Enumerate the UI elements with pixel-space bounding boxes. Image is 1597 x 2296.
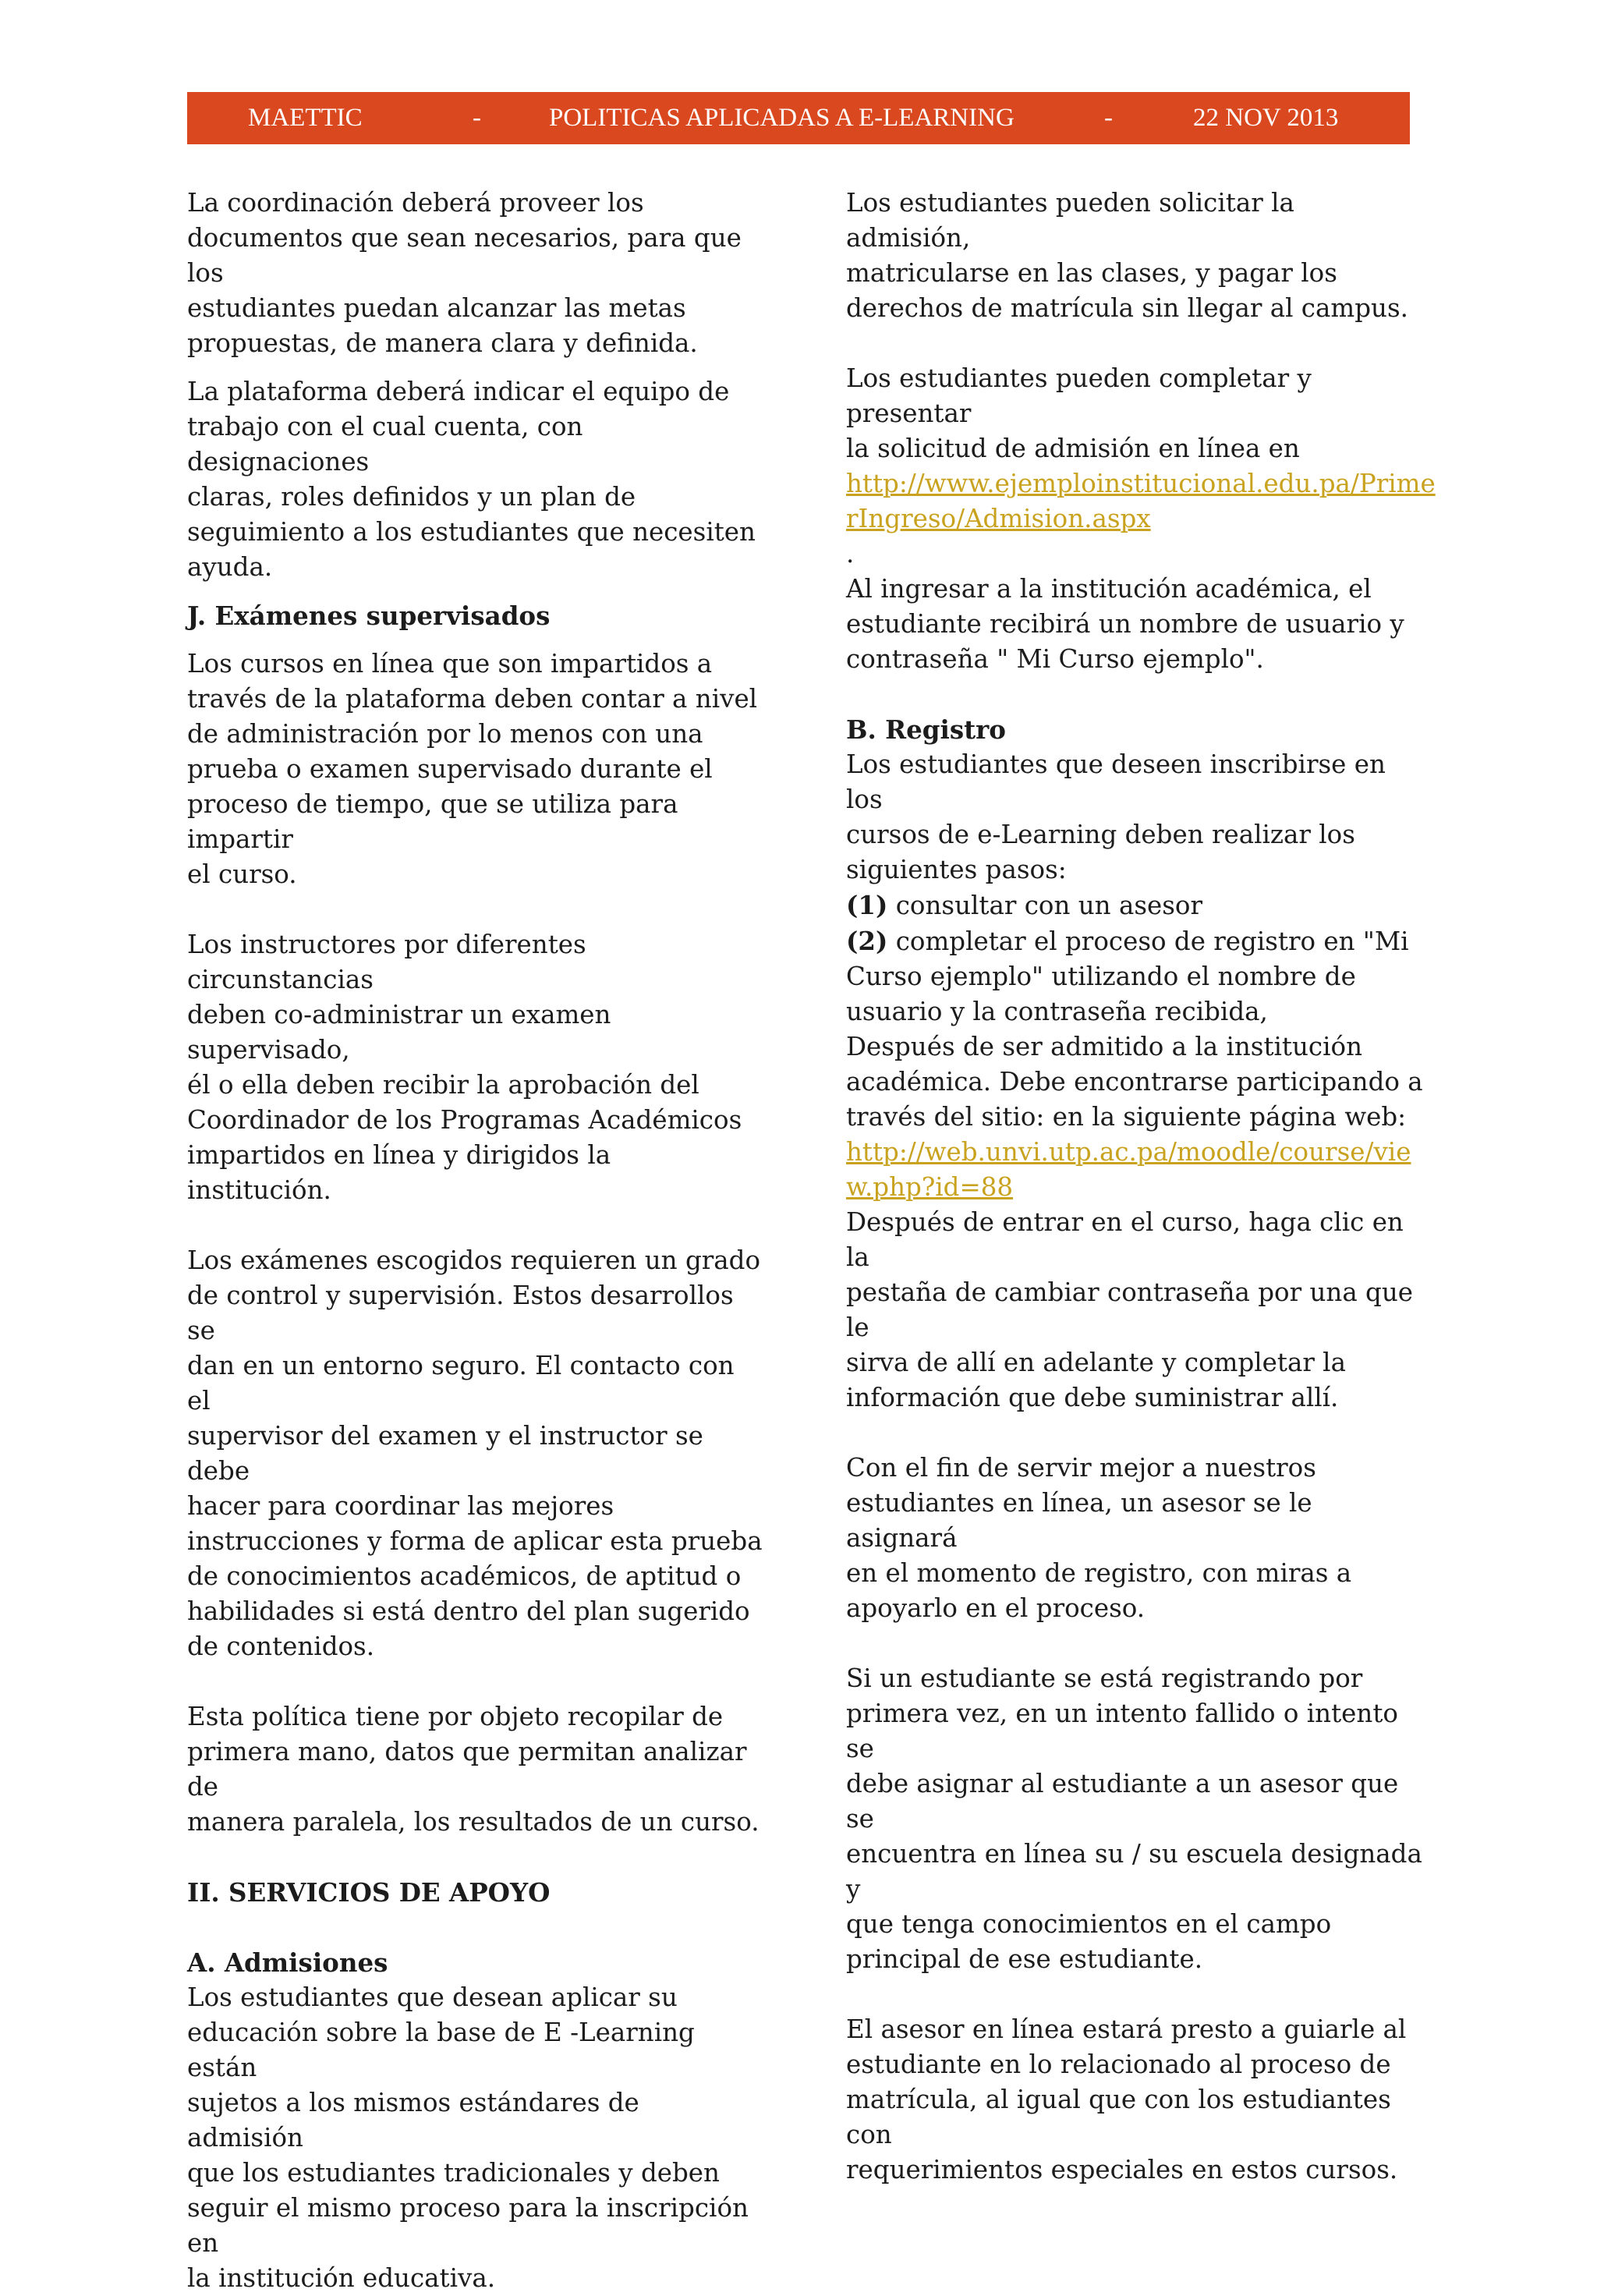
paragraph [187, 186, 763, 361]
section-heading-servicios: II. SERVICIOS DE APOYO [187, 1877, 551, 1908]
text-line: Los exámenes escogidos requieren un grado [187, 1245, 761, 1275]
text-line: prueba o examen supervisado durante el [187, 754, 713, 784]
header-title-left: MAETTIC [248, 104, 363, 132]
text-line: la institución educativa. [187, 2263, 496, 2293]
paragraph [187, 927, 763, 1208]
paragraph [846, 747, 1423, 888]
text-line: Después de ser admitido a la institución [846, 1032, 1362, 1061]
header-title-center: POLITICAS APLICADAS A E-LEARNING [549, 104, 1015, 132]
step-1 [846, 888, 1423, 923]
text-line: el curso. [187, 859, 297, 889]
admission-link[interactable] [846, 466, 1436, 537]
text-line: en el momento de registro, con miras a [846, 1558, 1352, 1588]
text-line: que los estudiantes tradicionales y deben [187, 2158, 720, 2188]
text-line: deben co-administrar un examen supervisado, [187, 1000, 611, 1065]
text-line: Al ingresar a la institución académica, el [846, 574, 1372, 604]
text-line: impartidos en línea y dirigidos la institución. [187, 1140, 611, 1205]
text-line: Después de entrar en el curso, haga clic en la [846, 1207, 1404, 1272]
text-line: sirva de allí en adelante y completar la [846, 1348, 1346, 1377]
course-link[interactable] [846, 1135, 1423, 1205]
paragraph [846, 2012, 1423, 2188]
text-line: través del sitio: en la siguiente página web: [846, 1102, 1407, 1132]
link-line[interactable]: http://www.ejemploinstitucional.edu.pa/Prime [846, 469, 1436, 498]
text-line: información que debe suministrar allí. [846, 1383, 1339, 1412]
left-column [187, 186, 763, 2296]
text-line: estudiante en lo relacionado al proceso de [846, 2050, 1391, 2079]
paragraph [846, 1205, 1423, 1416]
text-line: propuestas, de manera clara y definida. [187, 328, 698, 358]
text-line: apoyarlo en el proceso. [846, 1593, 1146, 1623]
paragraph [846, 1451, 1423, 1626]
paragraph [187, 374, 763, 585]
text-line: de administración por lo menos con una [187, 719, 703, 749]
text-line: manera paralela, los resultados de un curso. [187, 1807, 760, 1837]
text-line: hacer para coordinar las mejores [187, 1491, 614, 1521]
text-line: dan en un entorno seguro. El contacto con el [187, 1351, 735, 1416]
text-line: principal de ese estudiante. [846, 1944, 1203, 1974]
text-line: Los estudiantes pueden completar y presentar [846, 363, 1312, 428]
text-line: matrícula, al igual que con los estudiantes con [846, 2085, 1391, 2149]
paragraph [846, 361, 1423, 466]
header-separator: - [1104, 104, 1113, 132]
text-line: académica. Debe encontrarse participando a [846, 1067, 1423, 1097]
text-line: través de la plataforma deben contar a nivel [187, 684, 758, 714]
text-line: Los estudiantes pueden solicitar la admisión, [846, 188, 1294, 253]
text-line: Los cursos en línea que son impartidos a [187, 649, 713, 679]
text-line: requerimientos especiales en estos cursos. [846, 2155, 1398, 2184]
text-line: Los estudiantes que desean aplicar su [187, 1982, 678, 2012]
text-line: que tenga conocimientos en el campo [846, 1909, 1332, 1939]
text-line: ayuda. [187, 552, 273, 582]
section-heading-admisiones: A. Admisiones [187, 1947, 388, 1978]
page-header-bar [187, 92, 1410, 144]
text-line: de control y supervisión. Estos desarrollos se [187, 1281, 734, 1345]
period-line: . [846, 539, 855, 569]
text-line: Coordinador de los Programas Académicos [187, 1105, 742, 1135]
text-line: habilidades si está dentro del plan sugerido [187, 1596, 750, 1626]
step-number: (1) [846, 890, 888, 920]
text-line: El asesor en línea estará presto a guiarle al [846, 2014, 1407, 2044]
link-line[interactable]: http://web.unvi.utp.ac.pa/moodle/course/vie [846, 1137, 1411, 1167]
text-line: encuentra en línea su / su escuela designada y [846, 1839, 1422, 1904]
text-line: estudiantes en línea, un asesor se le asignará [846, 1488, 1312, 1553]
paragraph [846, 186, 1423, 326]
paragraph [187, 647, 763, 892]
text-line: derechos de matrícula sin llegar al campus. [846, 293, 1408, 323]
text-line: usuario y la contraseña recibida, [846, 997, 1268, 1026]
text-line: debe asignar al estudiante a un asesor que se [846, 1769, 1399, 1834]
text-line: educación sobre la base de E -Learning están [187, 2018, 695, 2082]
text-line: estudiantes puedan alcanzar las metas [187, 293, 686, 323]
text-line: supervisor del examen y el instructor se debe [187, 1421, 703, 1486]
paragraph [187, 1243, 763, 1664]
step-text: consultar con un asesor [887, 891, 1203, 920]
text-line: siguientes pasos: [846, 855, 1067, 884]
text-line: Si un estudiante se está registrando por [846, 1664, 1363, 1693]
text-line: pestaña de cambiar contraseña por una que le [846, 1277, 1413, 1342]
text-line: seguimiento a los estudiantes que necesiten [187, 517, 756, 547]
step-number: (2) [846, 926, 888, 956]
text-line: él o ella deben recibir la aprobación del [187, 1070, 699, 1100]
section-heading-examenes: J. Exámenes supervisados [187, 601, 551, 631]
text-line: Curso ejemplo" utilizando el nombre de [846, 962, 1356, 991]
text-line: cursos de e-Learning deben realizar los [846, 820, 1355, 849]
text-line: documentos que sean necesarios, para que los [187, 223, 742, 288]
link-line[interactable]: w.php?id=88 [846, 1172, 1014, 1202]
paragraph [187, 1699, 763, 1840]
text-line: primera mano, datos que permitan analizar de [187, 1737, 747, 1802]
header-date: 22 NOV 2013 [1193, 104, 1339, 132]
text-line: sujetos a los mismos estándares de admisión [187, 2088, 639, 2152]
text-line: primera vez, en un intento fallido o intento se [846, 1699, 1398, 1763]
text-line: proceso de tiempo, que se utiliza para impartir [187, 789, 678, 854]
step-text: completar el proceso de registro en "Mi [887, 927, 1409, 956]
right-column [846, 186, 1436, 2188]
text-line: seguir el mismo proceso para la inscripción en [187, 2193, 749, 2258]
section-heading-registro: B. Registro [846, 714, 1006, 745]
paragraph [187, 1980, 763, 2296]
paragraph [846, 1661, 1423, 1977]
text-line: La plataforma deberá indicar el equipo de [187, 377, 730, 406]
text-line: estudiante recibirá un nombre de usuario y [846, 609, 1404, 639]
text-line: de conocimientos académicos, de aptitud o [187, 1561, 742, 1591]
paragraph [846, 572, 1423, 677]
text-line: Esta política tiene por objeto recopilar de [187, 1702, 724, 1731]
step-2 [846, 923, 1423, 1135]
text-line: instrucciones y forma de aplicar esta prueba [187, 1526, 763, 1556]
link-line[interactable]: rIngreso/Admision.aspx [846, 504, 1151, 533]
text-line: Con el fin de servir mejor a nuestros [846, 1453, 1316, 1483]
text-line: claras, roles definidos y un plan de [187, 482, 636, 512]
text-line: La coordinación deberá proveer los [187, 188, 644, 218]
text-line: de contenidos. [187, 1632, 375, 1661]
text-line: la solicitud de admisión en línea en [846, 434, 1300, 463]
text-line: Los estudiantes que deseen inscribirse en los [846, 749, 1386, 814]
header-separator: - [473, 104, 481, 132]
text-line: contraseña " Mi Curso ejemplo". [846, 644, 1264, 674]
text-line: trabajo con el cual cuenta, con designaciones [187, 412, 583, 477]
text-line: matricularse en las clases, y pagar los [846, 258, 1337, 288]
text-line: Los instructores por diferentes circunstancias [187, 930, 586, 994]
